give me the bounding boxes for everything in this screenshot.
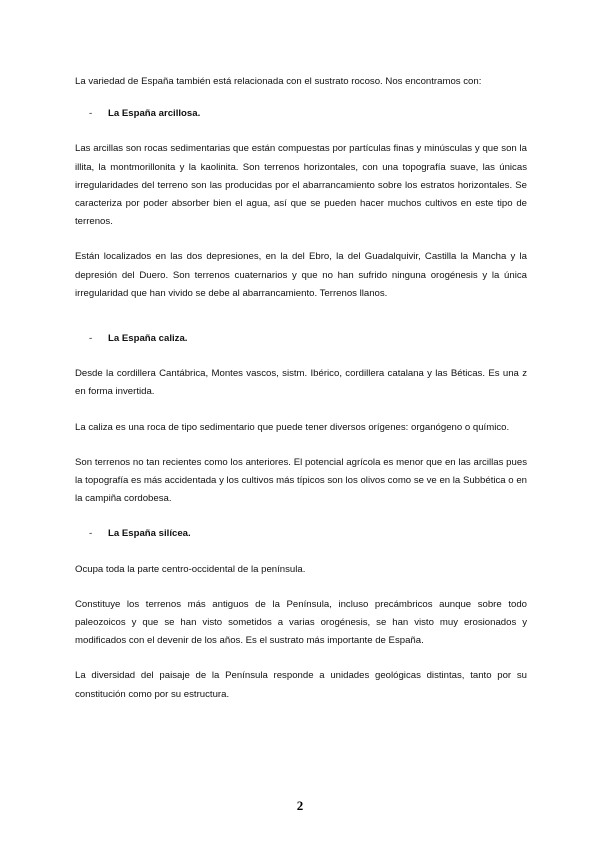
paragraph: La diversidad del paisaje de la Península responde a unidades geológicas distintas, tanto por su constitución como por su estructura. (75, 670, 527, 700)
paragraph: Desde la cordillera Cantábrica, Montes vascos, sistm. Ibérico, cordillera catalana y las Béticas. Es una z en forma invertida. (75, 368, 527, 398)
bullet-dash: - (89, 528, 93, 540)
section-heading-text: La España silícea. (108, 528, 191, 540)
intro-paragraph: La variedad de España también está relacionada con el sustrato rocoso. Nos encontramos con: (75, 76, 482, 87)
paragraph: Las arcillas son rocas sedimentarias que están compuestas por partículas finas y minúsculas y que son la illita, la montmorillonita y la kaolinita. Son terrenos horizontales, con una topografía suave, las únicas irregularidades del terreno son las producidas por el abarrancamiento sobre los estratos horizontales. Se caracteriza por poder absorber bien el agua, así que se pueden hacer muchos cultivos en este tipo de terrenos. (75, 143, 527, 228)
page-content (75, 73, 527, 704)
bullet-dash: - (89, 108, 93, 120)
section-heading-silicea (75, 525, 527, 543)
bullet-dash: - (89, 333, 93, 345)
page-number: 2 (296, 798, 304, 813)
paragraph: Constituye los terrenos más antiguos de la Península, incluso precámbricos aunque sobre todo paleozoicos y que se han visto sometidos a varias orogénesis, se han visto muy erosionados y modificados con el devenir de los años. Es el sustrato más importante de España. (75, 598, 527, 647)
paragraph: Son terrenos no tan recientes como los anteriores. El potencial agrícola es menor que en las arcillas pues la topografía es más accidentada y los cultivos más típicos son los olivos como se ve en la Subbética o en la campiña cordobesa. (75, 456, 527, 505)
section-heading-text: La España caliza. (108, 333, 188, 345)
section-heading-text: La España arcillosa. (108, 108, 201, 120)
paragraph: La caliza es una roca de tipo sedimentario que puede tener diversos orígenes: organógeno o químico. (75, 421, 510, 433)
paragraph: Están localizados en las dos depresiones, en la del Ebro, la del Guadalquivir, Castilla la Mancha y la depresión del Duero. Son terrenos cuaternarios y que no han sufrido ninguna orogénesis y la única irregularidad que han vivido se debe al abarrancamiento. Terrenos llanos. (75, 251, 527, 299)
paragraph: Ocupa toda la parte centro-occidental de la península. (75, 563, 306, 575)
section-heading-arcillosa (75, 105, 527, 123)
section-heading-caliza (75, 330, 527, 348)
